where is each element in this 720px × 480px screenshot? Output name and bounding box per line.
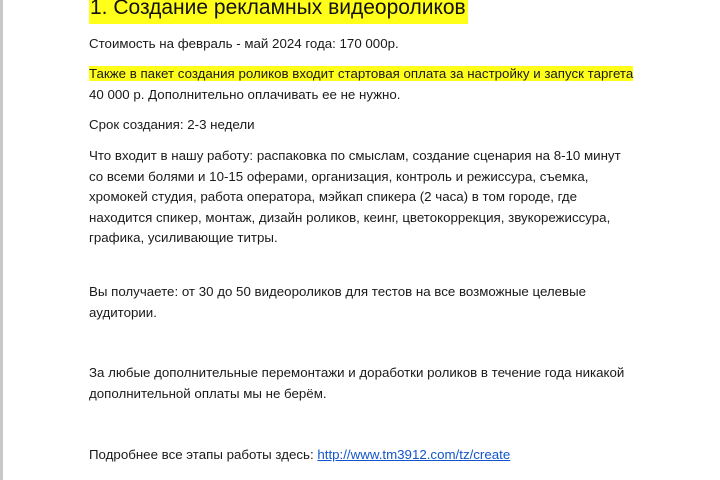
package-note [89,64,633,105]
included-line: находится спикер, монтаж, дизайн роликов, кеинг, цветокоррекция, звукорежиссура, [89,209,611,225]
included-line: хромокей студия, работа оператора, мэйкап спикера (2 часа) в том городе, где [89,189,578,204]
included-paragraph [89,146,621,249]
section-title: 1. Создание рекламных видеороликов [89,0,468,24]
included-line: Что входит в нашу работу: распаковка по смыслам, создание сценария на 8-10 минут [89,148,621,163]
result-line: Вы получаете: от 30 до 50 видеороликов для тестов на все возможные целевые [89,284,587,299]
revisions-line: дополнительной оплаты мы не берём. [89,385,327,401]
details-link[interactable]: http://www.tm3912.com/tz/create [317,447,511,462]
cost-text: Стоимость на февраль - май 2024 года: 170 000р. [89,36,399,51]
page-left-border [0,0,3,480]
revisions-line: За любые дополнительные перемонтажи и доработки роликов в течение года никакой [89,365,625,380]
result-line: аудитории. [89,304,157,320]
included-line: графика, усиливающие титры. [89,230,278,245]
details-paragraph [89,445,510,466]
package-note-highlighted: Также в пакет создания роликов входит стартовая оплата за настройку и запуск таргета [89,66,634,81]
package-note-line2: 40 000 р. Дополнительно оплачивать ее не нужно. [89,86,401,102]
duration-text: Срок создания: 2-3 недели [89,117,255,132]
revisions-paragraph [89,363,624,404]
included-line: со всеми болями и 10-15 оферами, организация, контроль и режиссура, съемка, [89,168,589,184]
details-label: Подробнее все этапы работы здесь: [89,447,318,462]
result-paragraph [89,282,586,323]
